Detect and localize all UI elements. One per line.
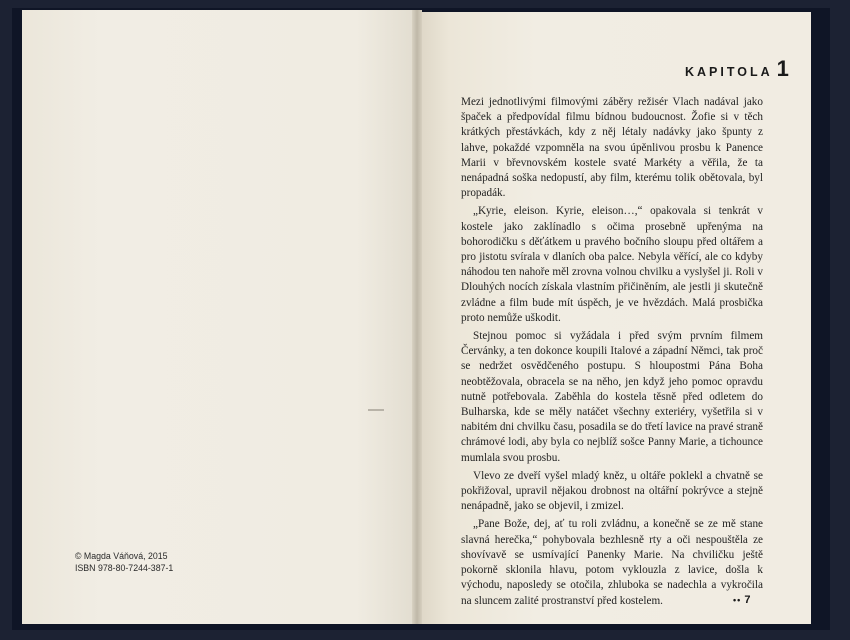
isbn-line: ISBN 978-80-7244-387-1 xyxy=(75,562,174,573)
book-gutter xyxy=(412,10,422,624)
left-page xyxy=(22,10,415,624)
chapter-heading xyxy=(685,56,789,82)
paragraph-3: Stejnou pomoc si vyžádala i před svým prvním filmem Červánky, a ten dokonce koupili Italové a západní Němci, tak proč se nedržet osvědčeného postupu. S hloupostmi Pána Boha neobtěžovala, obracela se na něho, jen když jeho pomoc opravdu nutně potřebovala. Zaběhla do kostela těsně před odletem do Bulharska, kde se měly natáčet všechny exteriéry, vyšetřila si v nabitém dni chvilku času, posadila se do třetí lavice na pravé straně chrámové lodi, aby byla co nejblíž sošce Panny Marie, a tichounce mumlala svou prosbu. xyxy=(461,330,763,464)
page-number xyxy=(733,594,750,606)
copyright-line: © Magda Váňová, 2015 xyxy=(75,551,168,561)
paragraph-1: Mezi jednotlivými filmovými záběry režisér Vlach nadával jako špaček a předpovídal filmu bídnou budoucnost. Žofie si v těch krátkých přestávkách, kdy z něj létaly nadávky jako špunty z lahve, pokaždé vzpomněla na svou úpěnlivou prosbu k Panence Marii v břevnovském kostele svaté Markéty a věřila, že ta nenápadná soška nedopustí, aby film, kterému tolik obětovala, byl propadák. xyxy=(461,96,763,200)
chapter-word: KAPITOLA xyxy=(685,65,773,79)
paragraph-4: Vlevo ze dveří vyšel mladý kněz, u oltáře poklekl a chvatně se pokřižoval, upravil nějakou drobnost na oltářní pokrývce a stejně nenápadně, jako se objevil, i zmizel. xyxy=(461,469,763,513)
paragraph-2: „Kyrie, eleison. Kyrie, eleison…,“ opakovala si tenkrát v kostele jako zaklínadlo s očima prosebně upřenýma na bohorodičku s děťátkem u pravého bočního sloupu před oltářem a pro jistotu svírala v dlaních oba palce. Nebyla věřící, ale co kdyby náhodou ten nahoře měl zrovna volnou chvilku a vyslyšel ji. Roli v Dlouhých nocích získala vlastním přičiněním, ale jestli ji skutečně zvládne a film bude mít úspěch, je ve hvězdách. Malá prosbička proto nemůže uškodit. xyxy=(461,205,763,324)
page-mark xyxy=(368,409,384,411)
copyright-block xyxy=(75,551,173,574)
paragraph-5: „Pane Bože, dej, ať tu roli zvládnu, a konečně se ze mě stane slavná herečka,“ pohybovala bezhlesně rty a oči nespouštěla ze shovívavě se usmívající Panenky Marie. Na chviličku ještě pokorně sklonila hlavu, potom vyklouzla z lavice, došla k východu, naposledy se otočila, zhluboka se nadechla a vykročila na sluncem zalité prostranství před kostelem. xyxy=(461,518,763,607)
page-number-value: 7 xyxy=(744,594,751,606)
body-text xyxy=(461,95,763,612)
page-number-dots: •• xyxy=(733,595,742,605)
chapter-number: 1 xyxy=(776,56,789,81)
